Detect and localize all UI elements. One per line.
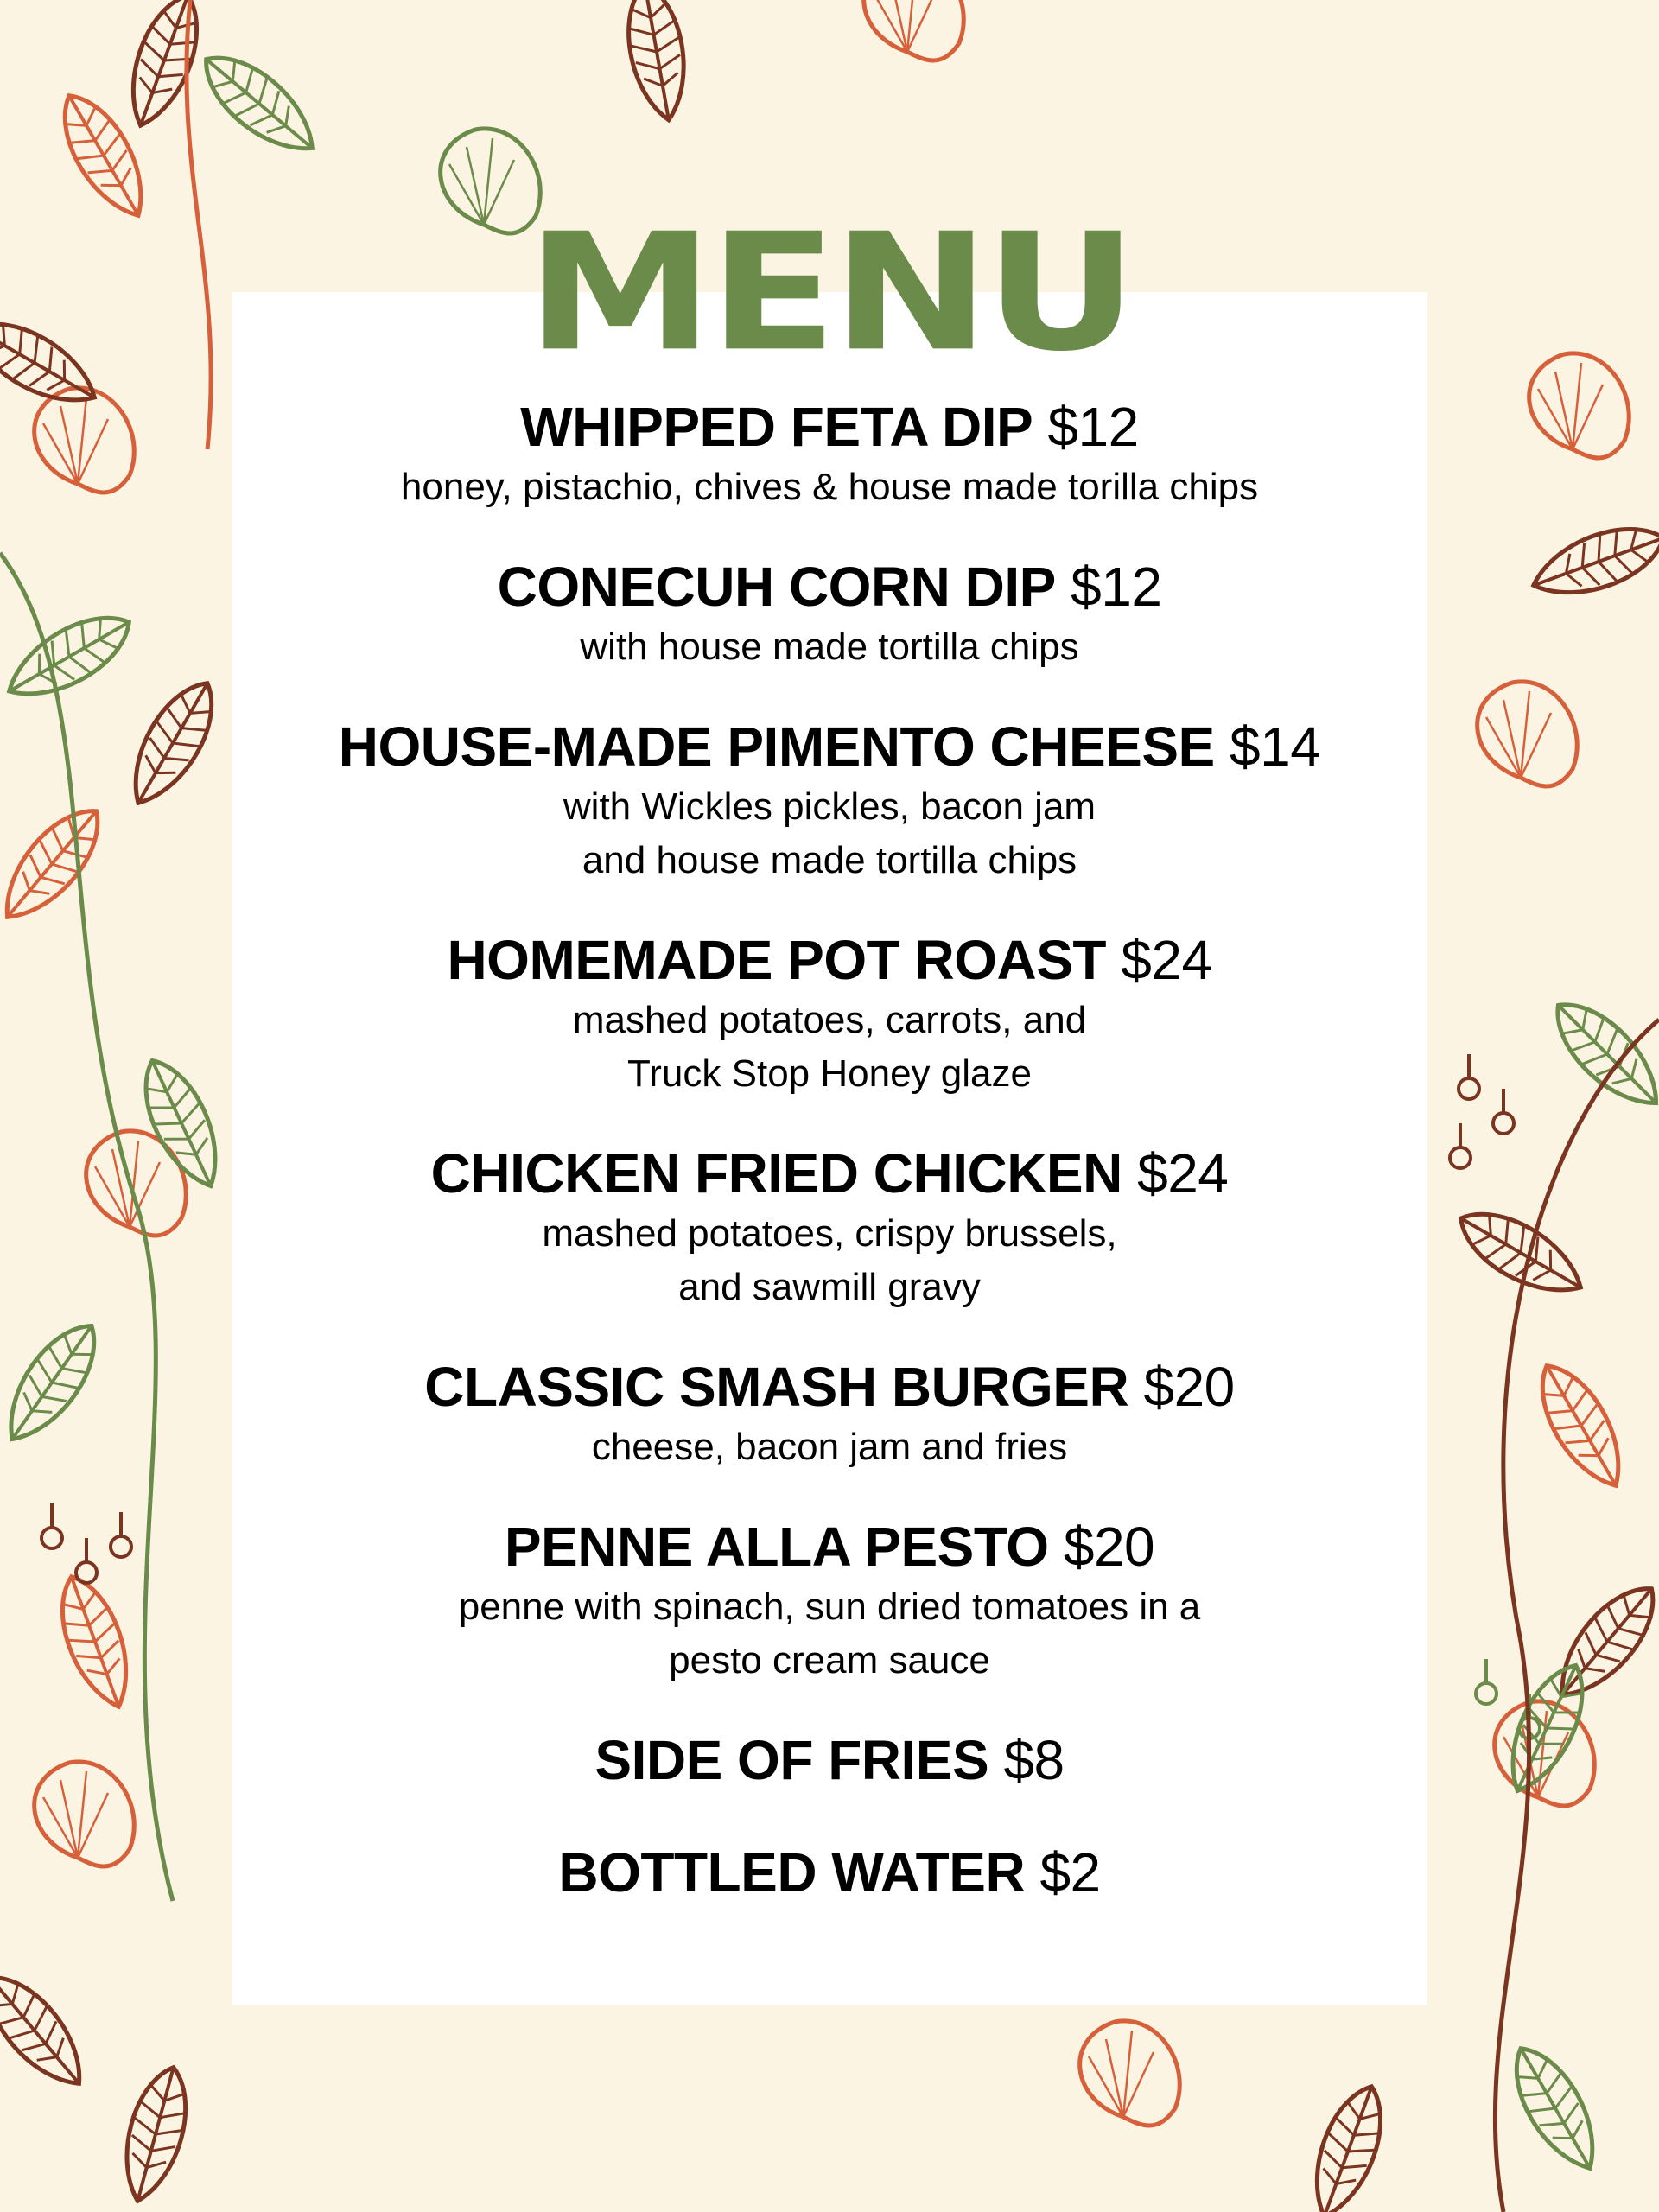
item-description: penne with spinach, sun dried tomatoes in a pesto cream sauce [458,1586,1201,1681]
menu-item [232,1140,1427,1314]
item-price: $8 [1003,1729,1065,1791]
item-name: HOUSE-MADE PIMENTO CHEESE [338,715,1215,778]
item-price: $24 [1137,1142,1229,1205]
item-name: HOMEMADE POT ROAST [447,929,1106,991]
item-price: $20 [1063,1516,1155,1578]
menu-item [232,926,1427,1101]
menu-items-list [232,393,1427,1951]
menu-item [232,1513,1427,1688]
item-price: $24 [1121,929,1212,991]
item-description: cheese, bacon jam and fries [591,1426,1068,1468]
menu-item [232,553,1427,674]
menu-title: MENU [526,199,1133,388]
item-price: $12 [1071,556,1162,618]
menu-item [232,1726,1427,1794]
item-name: CHICKEN FRIED CHICKEN [430,1142,1122,1205]
item-name: PENNE ALLA PESTO [504,1516,1049,1578]
item-price: $20 [1143,1356,1235,1418]
item-name: CLASSIC SMASH BURGER [424,1356,1129,1418]
item-name: BOTTLED WATER [558,1841,1026,1904]
item-description: honey, pistachio, chives & house made torilla chips [400,466,1259,508]
item-price: $2 [1039,1841,1101,1904]
item-description: mashed potatoes, carrots, and Truck Stop Honey glaze [572,999,1087,1095]
item-description: with house made tortilla chips [580,626,1079,668]
item-price: $12 [1047,396,1139,458]
item-name: CONECUH CORN DIP [497,556,1056,618]
menu-item [232,1353,1427,1474]
item-description: with Wickles pickles, bacon jam and house made tortilla chips [563,785,1096,881]
menu-item [232,393,1427,514]
item-name: SIDE OF FRIES [594,1729,989,1791]
menu-item [232,1839,1427,1906]
item-name: WHIPPED FETA DIP [520,396,1033,458]
menu-item [232,713,1427,887]
item-price: $14 [1230,715,1321,778]
item-description: mashed potatoes, crispy brussels, and sawmill gravy [542,1212,1117,1308]
